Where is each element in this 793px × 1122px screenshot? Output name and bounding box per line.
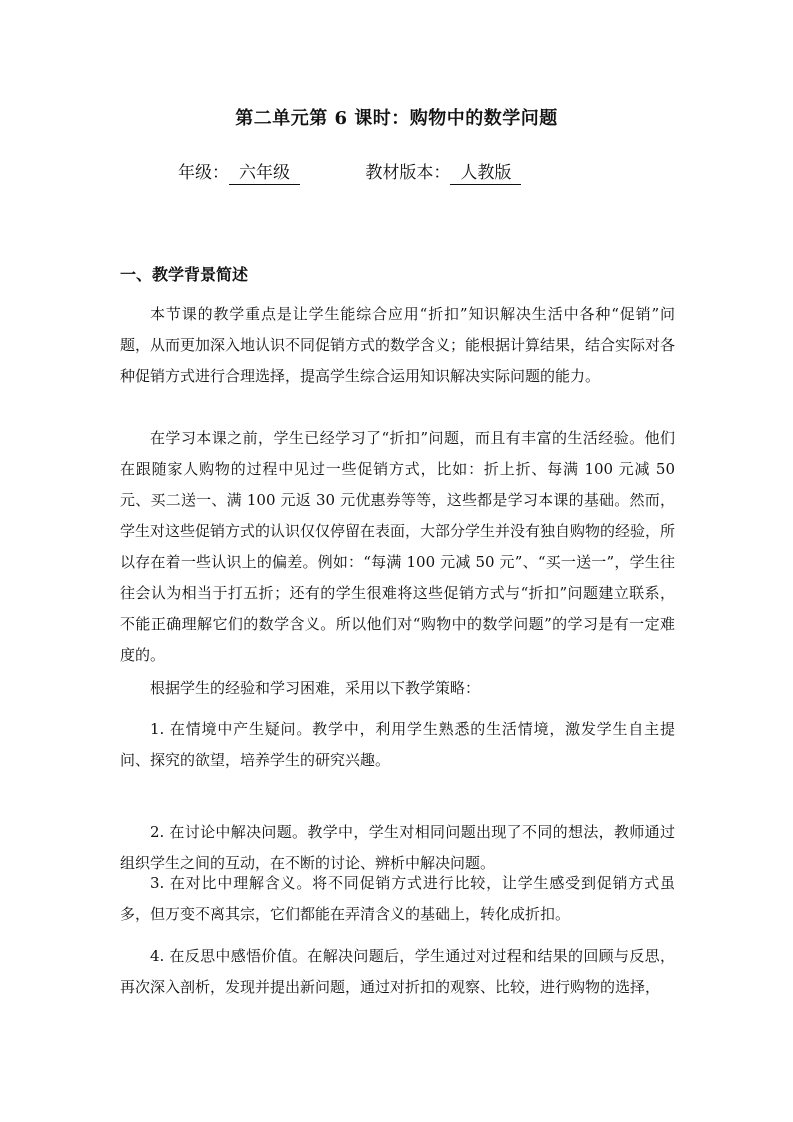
document-meta — [178, 158, 521, 185]
paragraph: 1. 在情境中产生疑问。教学中，利用学生熟悉的生活情境，激发学生自主提问、探究的欲望，培养学生的研究兴趣。 — [120, 720, 675, 769]
paragraph: 本节课的教学重点是让学生能综合应用“折扣”知识解决生活中各种“促销”问题，从而更加深入地认识不同促销方式的数学含义；能根据计算结果，结合实际对各种促销方式进行合理选择，提高学生综合运用知识解决实际问题的能力。 — [120, 305, 676, 385]
paragraph: 4. 在反思中感悟价值。在解决问题后，学生通过对过程和结果的回顾与反思，再次深入剖析，发现并提出新问题，通过对折扣的观察、比较，进行购物的选择， — [120, 947, 675, 996]
grade-label: 年级： — [178, 163, 229, 183]
grade-value: 六年级 — [229, 162, 300, 185]
paragraph: 2. 在讨论中解决问题。教学中，学生对相同问题出现了不同的想法，教师通过组织学生之间的互动，在不断的讨论、辨析中解决问题。 — [120, 823, 675, 872]
paragraph: 3. 在对比中理解含义。将不同促销方式进行比较，让学生感受到促销方式虽多，但万变不离其宗，它们都能在弄清含义的基础上，转化成折扣。 — [120, 874, 675, 923]
section-heading: 一、教学背景简述 — [120, 265, 249, 284]
edition-group — [365, 158, 521, 185]
paragraph: 在学习本课之前，学生已经学习了“折扣”问题，而且有丰富的生活经验。他们在跟随家人购物的过程中见过一些促销方式，比如：折上折、每满 100 元减 50 元、买二送一、满 100 元返 30 元优惠券等等，这些都是学习本课的基础。然而，学生对这些促销方式的认识仅仅停留在表面，大部分学生并没有独自购物的经验，所以存在着一些认识上的偏差。例如：“每满 100 元减 50 元”、“买一送一”，学生往往会认为相当于打五折；还有的学生很难将这些促销方式与“折扣”问题建立联系，不能正确理解它们的数学含义。所以他们对“购物中的数学问题”的学习是有一定难度的。 — [120, 429, 676, 664]
edition-value: 人教版 — [450, 162, 521, 185]
edition-label: 教材版本： — [365, 163, 451, 183]
document-title: 第二单元第 6 课时：购物中的数学问题 — [235, 108, 558, 129]
grade-group — [178, 158, 300, 185]
paragraph: 根据学生的经验和学习困难，采用以下教学策略： — [150, 679, 481, 697]
